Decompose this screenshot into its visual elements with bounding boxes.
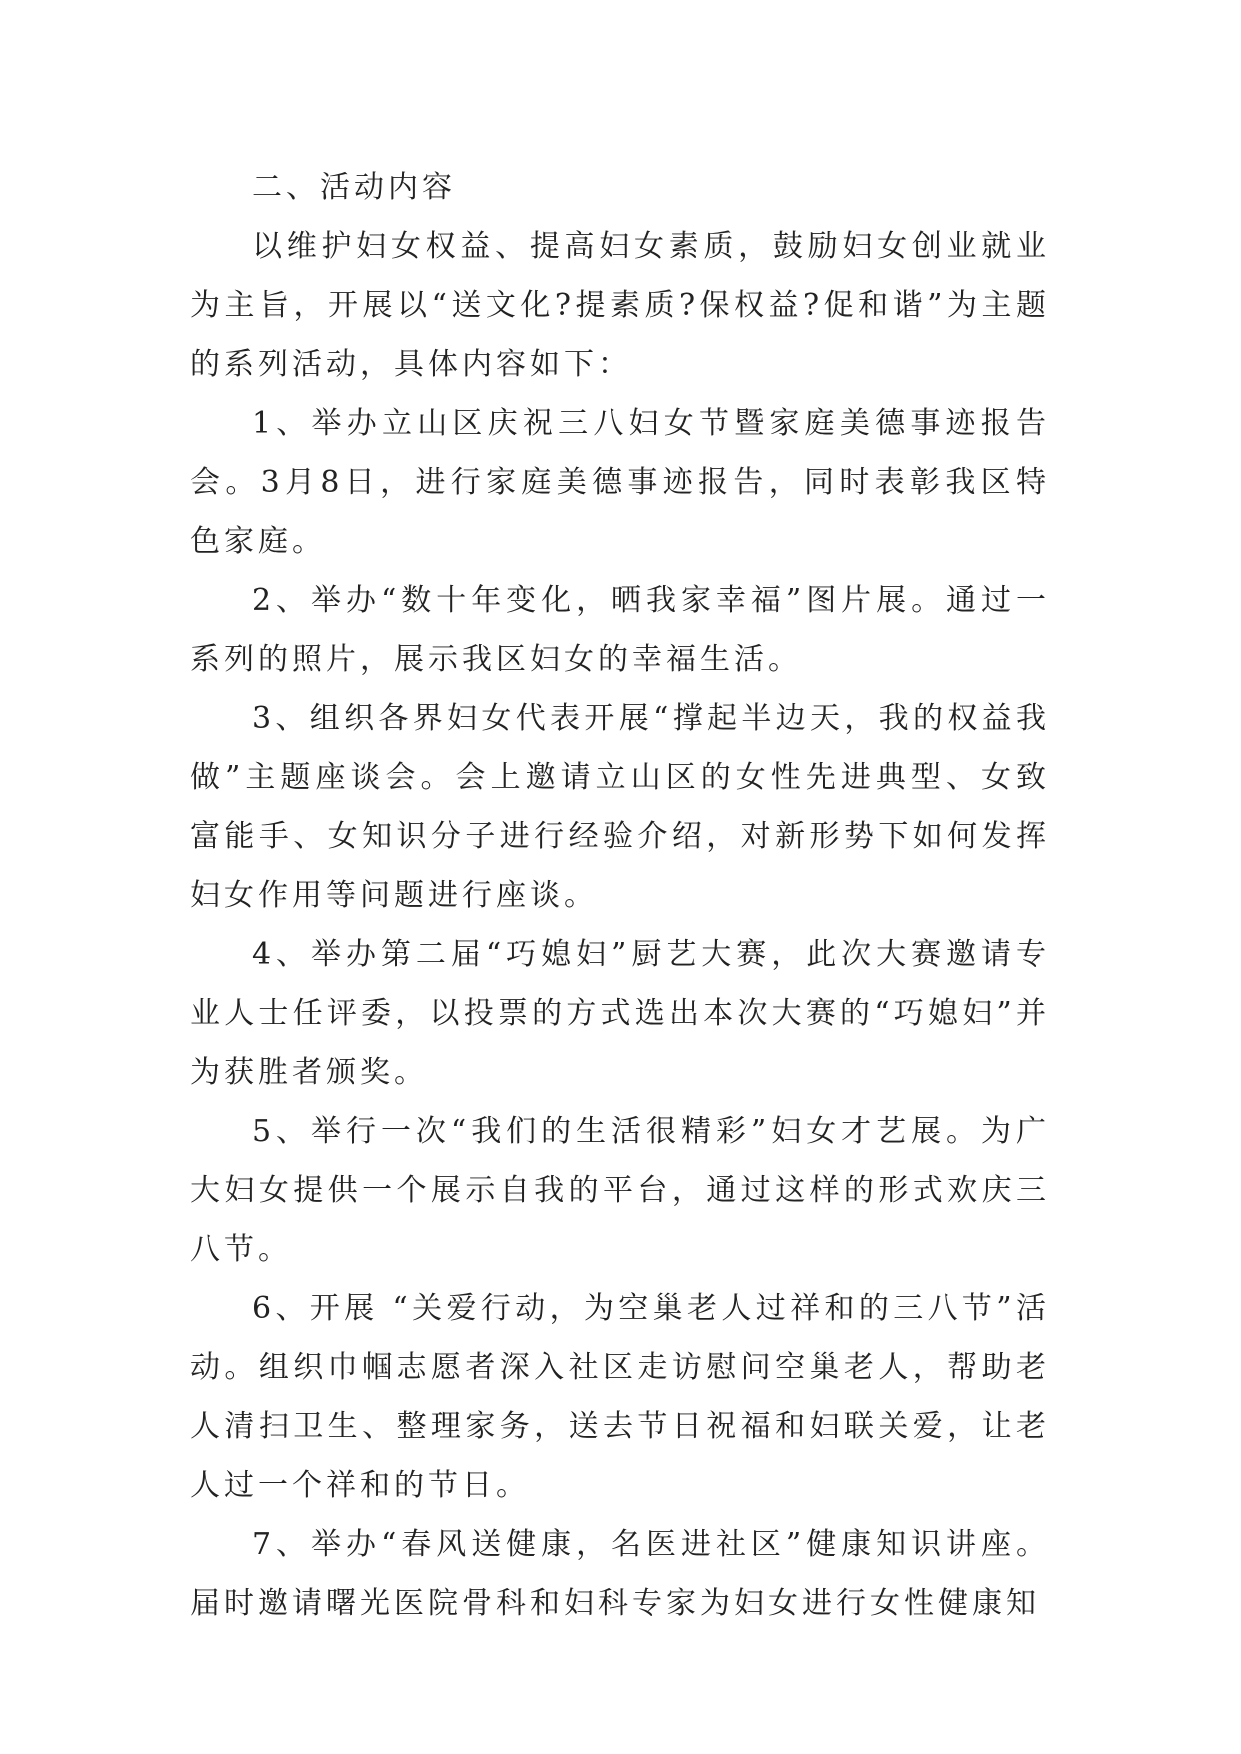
paragraph-intro: 以维护妇女权益、提高妇女素质，鼓励妇女创业就业为主旨，开展以“送文化?提素质?保权益?促和谐”为主题的系列活动，具体内容如下：	[190, 229, 1050, 382]
paragraph-item-6: 6、开展 “关爱行动，为空巢老人过祥和的三八节”活动。组织巾帼志愿者深入社区走访慰问空巢老人，帮助老人清扫卫生、整理家务，送去节日祝福和妇联关爱，让老人过一个祥和的节日。	[190, 1291, 1050, 1503]
paragraph-item-4: 4、举办第二届“巧媳妇”厨艺大赛，此次大赛邀请专业人士任评委，以投票的方式选出本次大赛的“巧媳妇”并为获胜者颁奖。	[190, 937, 1050, 1090]
paragraph-item-1: 1、举办立山区庆祝三八妇女节暨家庭美德事迹报告会。3月8日，进行家庭美德事迹报告，同时表彰我区特色家庭。	[190, 406, 1050, 559]
section-heading: 二、活动内容	[252, 170, 456, 205]
paragraph-item-2: 2、举办“数十年变化，晒我家幸福”图片展。通过一系列的照片，展示我区妇女的幸福生活。	[190, 583, 1050, 677]
paragraph-item-3: 3、组织各界妇女代表开展“撑起半边天，我的权益我做”主题座谈会。会上邀请立山区的女性先进典型、女致富能手、女知识分子进行经验介绍，对新形势下如何发挥妇女作用等问题进行座谈。	[190, 701, 1050, 913]
document-body	[190, 158, 1050, 1633]
paragraph-item-5: 5、举行一次“我们的生活很精彩”妇女才艺展。为广大妇女提供一个展示自我的平台，通过这样的形式欢庆三八节。	[190, 1114, 1050, 1267]
paragraph-item-7: 7、举办“春风送健康，名医进社区”健康知识讲座。届时邀请曙光医院骨科和妇科专家为妇女进行女性健康知	[190, 1527, 1050, 1621]
